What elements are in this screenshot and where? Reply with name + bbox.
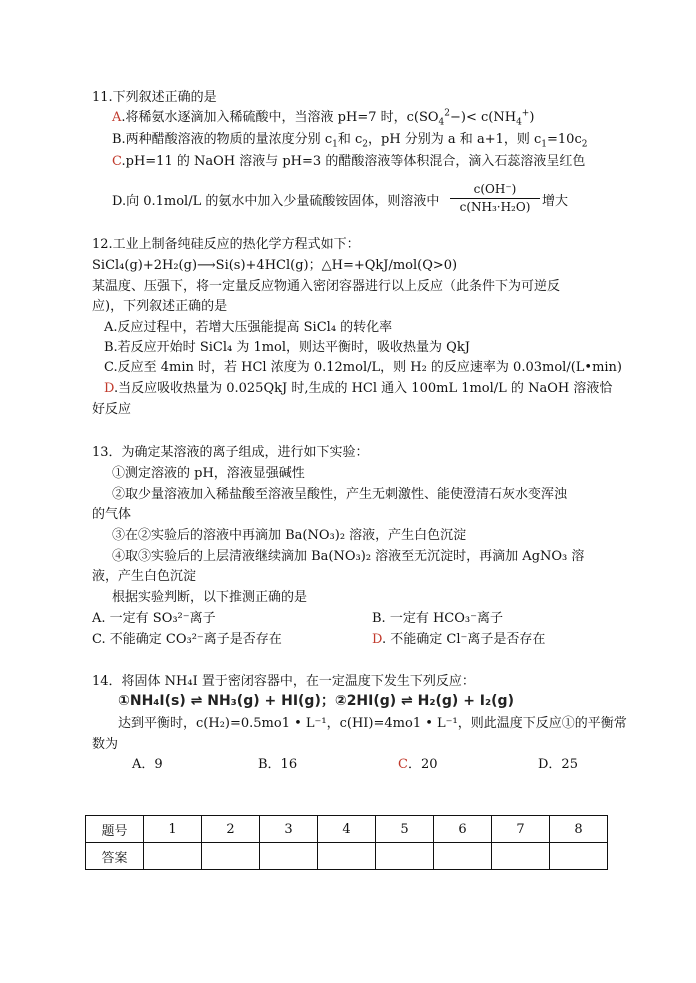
q14-option-a: A．9 [132,757,163,772]
answer-cell[interactable] [550,843,608,870]
question-number-cell: 6 [434,816,492,843]
question-number-cell: 5 [376,816,434,843]
q13-step2-line2: 的气体 [92,507,132,522]
q14-reaction-equations: ①NH₄I(s) ⇌ NH₃(g) + HI(g)；②2HI(g) ⇌ H₂(g) + I₂(g) [118,693,514,709]
answer-cell[interactable] [144,843,202,870]
q13-ask: 根据实验判断，以下推测正确的是 [112,590,308,605]
answer-cell[interactable] [492,843,550,870]
q14-option-c: C．20 [398,757,438,772]
q11-option-b: B.两种醋酸溶液的物质的量浓度分别 $c_1$和 $c_2$，pH 分别为 a 和 a+1，则 $c_1=10c_2$ [112,132,588,150]
q12-equation: SiCl₄(g)+2H₂(g)⟶Si(s)+4HCl(g)；△H=+QkJ/mol(Q>0) [92,258,458,273]
q13-option-b: B. 一定有 HCO₃⁻离子 [372,611,503,626]
q14-condition: 达到平衡时，c(H₂)=0.5mo1 • L⁻¹，c(HI)=4mo1 • L⁻¹，则此温度下反应①的平衡常 [118,716,627,731]
q12-condition-line2: 应)，下列叙述正确的是 [92,299,228,314]
q13-step4: ④取③实验后的上层清液继续滴加 Ba(NO₃)₂ 溶液至无沉淀时，再滴加 AgNO₃ 溶 [112,549,585,564]
q11-stem: 11.下列叙述正确的是 [92,90,217,105]
answer-cell[interactable] [260,843,318,870]
q13-option-a: A. 一定有 SO₃²⁻离子 [92,611,216,626]
question-number-cell: 7 [492,816,550,843]
q12-condition-line1: 某温度、压强下，将一定量反应物通入密闭容器进行以上反应（此条件下为可逆反 [92,279,561,294]
q11-option-d-end: 增大 [542,194,569,209]
question-number-cell: 8 [550,816,608,843]
q12-option-b: B.若反应开始时 SiCl₄ 为 1mol，则达平衡时，吸收热量为 QkJ [104,340,470,355]
answer-cell[interactable] [318,843,376,870]
q14-option-d: D．25 [538,757,578,772]
q12-option-c: C.反应至 4min 时，若 HCl 浓度为 0.12mol/L，则 H₂ 的反应速率为 0.03mol/(L•min) [104,360,623,375]
q12-option-a: A.反应过程中，若增大压强能提高 SiCl₄ 的转化率 [104,320,393,335]
q11-option-a: A.将稀氨水逐滴加入稀硫酸中，当溶液 pH=7 时，$c(SO_4^2-)< c(NH_4^+)$ [112,108,535,128]
question-number-cell: 1 [144,816,202,843]
q11-fraction [450,182,540,215]
q13-step3: ③在②实验后的溶液中再滴加 Ba(NO₃)₂ 溶液，产生白色沉淀 [112,528,467,543]
q13-option-d: D. 不能确定 Cl⁻离子是否存在 [372,632,546,647]
q12-option-d: D.当反应吸收热量为 0.025QkJ 时,生成的 HCl 通入 100mL 1mol/L 的 NaOH 溶液恰 [104,381,613,396]
table-row [86,816,608,843]
table-header-cell: 答案 [86,843,144,870]
fraction-numerator: c(OH⁻) [473,182,517,196]
question-number-cell: 3 [260,816,318,843]
fraction-denominator: c(NH₃·H₂O) [459,200,531,214]
q13-stem: 13．为确定某溶液的离子组成，进行如下实验： [92,445,369,460]
q12-option-d-line2: 好反应 [92,402,132,417]
q12-stem: 12.工业上制备纯硅反应的热化学方程式如下： [92,237,360,252]
question-number-cell: 4 [318,816,376,843]
table-row [86,843,608,870]
q13-step2: ②取少量溶液加入稀盐酸至溶液呈酸性，产生无刺激性、能使澄清石灰水变浑浊 [112,487,568,502]
q14-stem: 14．将固体 NH₄I 置于密闭容器中，在一定温度下发生下列反应： [92,674,475,689]
q11-option-d: D.向 0.1mol/L 的氨水中加入少量硫酸铵固体，则溶液中 [112,194,440,209]
q13-option-c: C. 不能确定 CO₃²⁻离子是否存在 [92,632,282,647]
q13-step1: ①测定溶液的 pH，溶液显强碱性 [112,466,305,481]
q13-step4-line2: 液，产生白色沉淀 [92,569,197,584]
q14-condition-line2: 数为 [92,737,119,752]
answer-table [85,815,608,870]
answer-cell[interactable] [202,843,260,870]
answer-cell[interactable] [434,843,492,870]
question-number-cell: 2 [202,816,260,843]
table-header-cell: 题号 [86,816,144,843]
answer-cell[interactable] [376,843,434,870]
q14-option-b: B．16 [258,757,298,772]
q11-option-c: C.pH=11 的 NaOH 溶液与 pH=3 的醋酸溶液等体积混合，滴入石蕊溶液呈红色 [112,154,586,169]
